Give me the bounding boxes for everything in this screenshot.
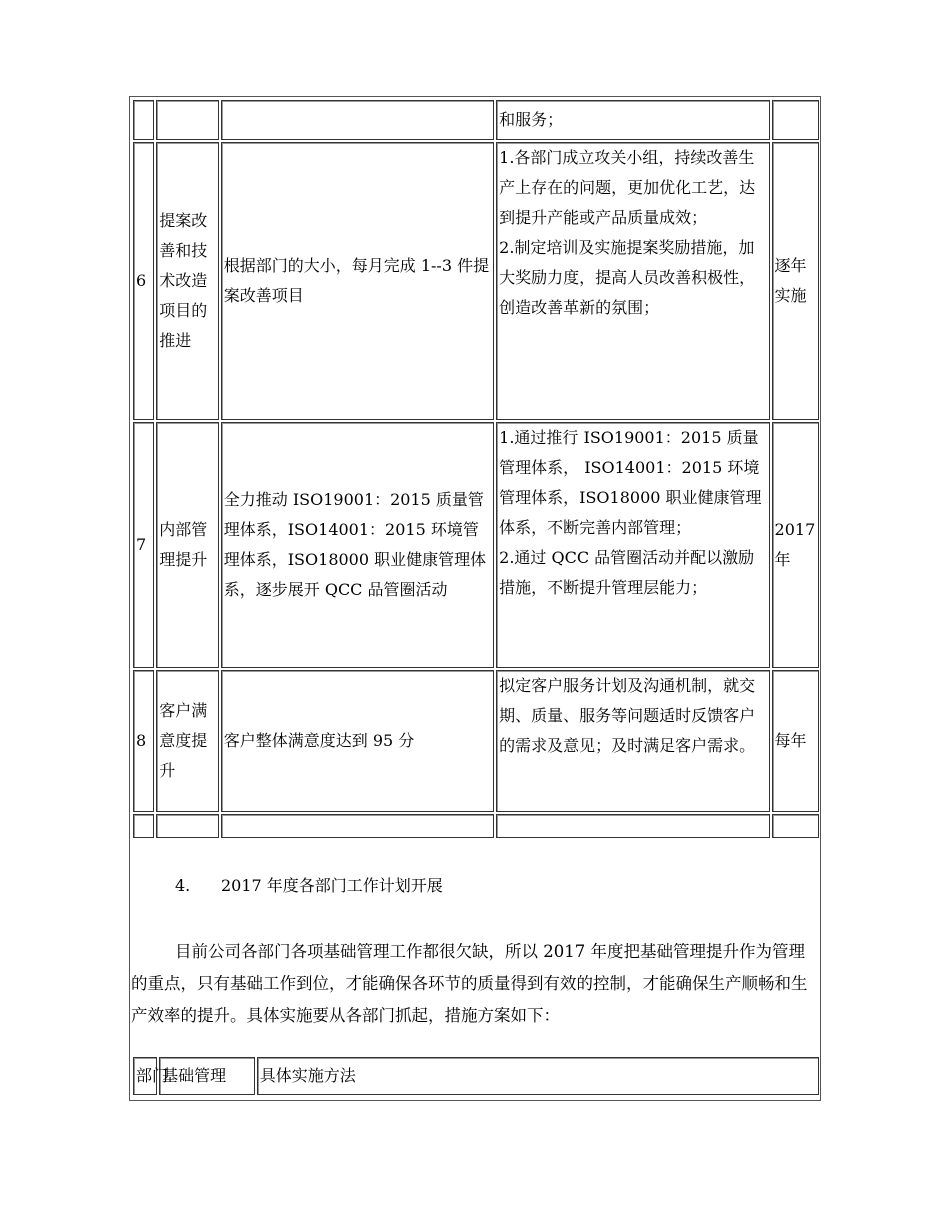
table-row	[133, 670, 819, 812]
row-number-cell	[133, 814, 154, 838]
section-number: 4.	[175, 876, 191, 895]
target-cell	[221, 100, 494, 140]
item-cell	[156, 100, 219, 140]
table-row	[133, 814, 819, 838]
target-cell: 全力推动 ISO19001：2015 质量管理体系，ISO14001：2015 环境管理体系，ISO18000 职业健康管理体系，逐步展开 QCC 品管圈活动	[221, 422, 494, 668]
column-header-implementation-method: 具体实施方法	[257, 1057, 819, 1095]
timeline-cell: 每年	[772, 670, 819, 812]
section-title: 2017 年度各部门工作计划开展	[221, 876, 443, 895]
timeline-cell	[772, 100, 819, 140]
row-number-cell: 8	[133, 670, 154, 812]
item-cell	[156, 814, 219, 838]
measures-cell	[496, 814, 769, 838]
body-paragraph: 目前公司各部门各项基础管理工作都很欠缺，所以 2017 年度把基础管理提升作为管理的重点，只有基础工作到位，才能确保各环节的质量得到有效的控制，才能确保生产顺畅和生产效率的提升。具体实施要从各部门抓起，措施方案如下：	[131, 942, 808, 1025]
improvement-plan-table	[131, 98, 821, 840]
item-cell: 内部管理提升	[156, 422, 219, 668]
row-number-cell	[133, 100, 154, 140]
row-number-cell: 7	[133, 422, 154, 668]
department-plan-table	[131, 1055, 821, 1097]
measures-cell: 和服务；	[496, 100, 769, 140]
measures-cell: 拟定客户服务计划及沟通机制，就交期、质量、服务等问题适时反馈客户的需求及意见；及时满足客户需求。	[496, 670, 769, 812]
column-header-department: 部门	[133, 1057, 157, 1095]
target-cell: 客户整体满意度达到 95 分	[221, 670, 494, 812]
timeline-cell: 逐年实施	[772, 142, 819, 420]
measures-cell: 1.通过推行 ISO19001：2015 质量管理体系， ISO14001：2015 环境管理体系，ISO18000 职业健康管理体系，不断完善内部管理； 2.通过 QCC 品管圈活动并配以激励措施，不断提升管理层能力；	[496, 422, 769, 668]
measures-cell: 1.各部门成立攻关小组，持续改善生产上存在的问题，更加优化工艺，达到提升产能或产品质量成效； 2.制定培训及实施提案奖励措施，加大奖励力度，提高人员改善积极性，创造改善革新的氛围；	[496, 142, 769, 420]
timeline-cell: 2017年	[772, 422, 819, 668]
section-heading	[175, 873, 443, 896]
column-header-basic-management: 基础管理	[159, 1057, 255, 1095]
table-row	[133, 100, 819, 140]
table-row	[133, 422, 819, 668]
item-cell: 提案改善和技术改造项目的推进	[156, 142, 219, 420]
item-cell: 客户满意度提升	[156, 670, 219, 812]
timeline-cell	[772, 814, 819, 838]
table-row	[133, 142, 819, 420]
row-number-cell: 6	[133, 142, 154, 420]
table-header-row	[133, 1057, 819, 1095]
target-cell: 根据部门的大小，每月完成 1--3 件提案改善项目	[221, 142, 494, 420]
target-cell	[221, 814, 494, 838]
